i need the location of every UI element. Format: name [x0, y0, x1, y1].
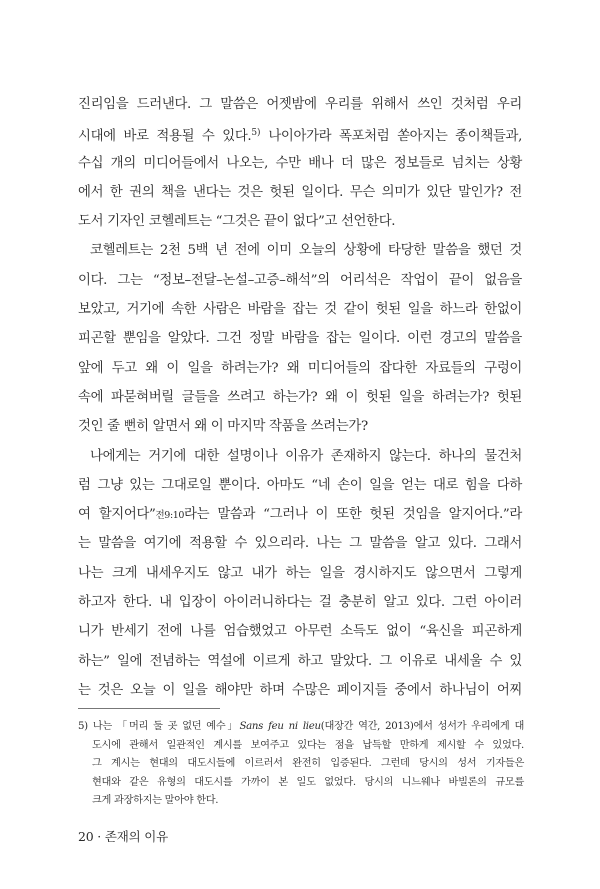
text-line: 진리임을 드러낸다. 그 말씀은 어젯밤에 우리를 위해서 쓰인 것처럼 우리: [78, 97, 522, 112]
text-line: 것인 줄 뻔히 알면서 왜 이 마지막 작품을 쓰려는가?: [78, 419, 368, 435]
footnote-line: 그 계시는 현대의 대도시들에 이르러서 완전히 입증된다. 그런데 당시의 성서 기자들은: [92, 758, 524, 770]
text-line: 속에 파묻혀버릴 글들을 쓰려고 하는가? 왜 이 헛된 일을 하려는가? 헛된: [78, 389, 522, 405]
footer-separator: ·: [93, 829, 105, 844]
page-footer: [78, 827, 168, 845]
book-title-italic: Sans feu ni lieu: [239, 721, 321, 732]
text-span: (대장간 역간, 2013)에서 성서가 우리에게 대: [320, 721, 525, 732]
text-line: [78, 500, 522, 529]
text-line: 이다. 그는 “정보–전달–논설–고증–해석”의 어리석은 작업이 끝이 없음을: [78, 272, 522, 288]
text-line: 에서 한 권의 책을 낸다는 것은 헛된 일이다. 무슨 의미가 있단 말인가? 전: [78, 184, 522, 200]
running-title: 존재의 이유: [104, 829, 168, 844]
text-line: 도서 기자인 코헬레트는 “그것은 끝이 없다”고 선언한다.: [78, 214, 396, 230]
scripture-reference: 전9:10: [155, 510, 185, 522]
text-line: 는 것은 오늘 이 일을 해야만 하며 수많은 페이지들 중에서 하나님이 어찌: [78, 682, 522, 698]
text-span: 시대에 바로 적용될 수 있다.: [78, 129, 252, 145]
text-line: 는 말씀을 여기에 적용할 수 있으리라. 나는 그 말씀을 알고 있다. 그래서: [78, 536, 522, 552]
text-line: 보았고, 거기에 속한 사람은 바람을 잡는 것 같이 헛된 일을 하느라 한없이: [78, 302, 522, 318]
body-text: [78, 90, 522, 705]
text-line: 나는 크게 내세우지도 않고 내가 하는 일을 경시하지도 않으면서 그렇게: [78, 565, 522, 581]
text-span: 여 할지어다”: [78, 507, 156, 523]
text-span: 라는 말씀과 “그러나 이 또한 헛된 것임을 알지어다.”라: [184, 507, 522, 523]
page-number: 20: [78, 829, 94, 844]
footnote: [78, 718, 524, 811]
text-line: 피곤할 뿐임을 알았다. 그건 정말 바람을 잡는 일이다. 이런 경고의 말씀을: [78, 331, 522, 347]
footnote-divider: [78, 708, 220, 709]
text-line: 수십 개의 미디어들에서 나오는, 수만 배나 더 많은 정보들로 넘치는 상황: [78, 155, 522, 171]
text-line: 코헬레트는 2천 5백 년 전에 이미 오늘의 상황에 타당한 말씀을 했던 것: [90, 243, 522, 259]
footnote-line: 현대와 같은 유형의 대도시를 가까이 본 일도 없었다. 당시의 니느웨나 바빌론의 규모를: [92, 776, 524, 788]
footnote-reference: 5): [251, 128, 261, 139]
text-line: 앞에 두고 왜 이 일을 하려는가? 왜 미디어들의 잡다한 자료들의 구렁이: [78, 360, 522, 376]
text-line: 나에게는 거기에 대한 설명이나 이유가 존재하지 않는다. 하나의 물건처: [90, 448, 522, 464]
text-line: 럼 그냥 있는 그대로일 뿐이다. 아마도 “네 손이 일을 얻는 대로 힘을 다하: [78, 477, 522, 493]
text-line: 하는” 일에 전념하는 역설에 이르게 하고 말았다. 그 이유로 내세울 수 있: [78, 653, 522, 669]
footnote-line: 도시에 관해서 일관적인 계시를 보여주고 있다는 점을 납득할 만하게 제시할 수 있었다.: [92, 739, 524, 751]
footnote-line: 크게 과장하지는 말아야 한다.: [92, 795, 219, 807]
footnote-number: 5): [78, 721, 93, 732]
footnote-line: [78, 718, 524, 737]
text-span: 나는 「머리 둘 곳 없던 예수」: [92, 721, 240, 732]
text-line: 니가 반세기 전에 나를 엄습했었고 아무런 소득도 없이 “육신을 피곤하게: [78, 624, 522, 640]
text-line: [78, 119, 522, 148]
text-line: 하고자 한다. 내 입장이 아이러니하다는 걸 충분히 알고 있다. 그런 아이러: [78, 595, 522, 611]
text-span: 나이아가라 폭포처럼 쏟아지는 종이책들과,: [260, 129, 522, 145]
